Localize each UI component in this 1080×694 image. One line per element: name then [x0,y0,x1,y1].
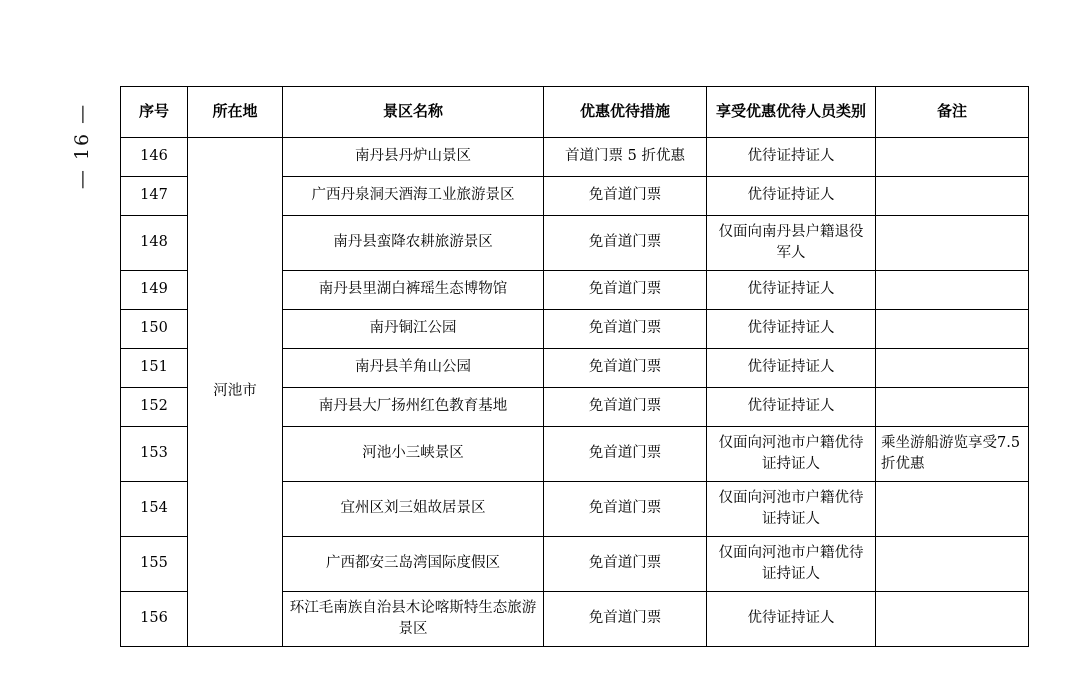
cell-remark [876,177,1029,216]
cell-scenic-name: 宜州区刘三姐故居景区 [283,482,544,537]
cell-index: 148 [121,216,188,271]
cell-category: 优待证持证人 [707,271,876,310]
cell-remark [876,592,1029,647]
cell-index: 149 [121,271,188,310]
cell-measure: 免首道门票 [544,349,707,388]
cell-index: 146 [121,138,188,177]
cell-remark [876,482,1029,537]
cell-index: 153 [121,427,188,482]
cell-scenic-name: 广西丹泉洞天酒海工业旅游景区 [283,177,544,216]
cell-index: 155 [121,537,188,592]
cell-category: 优待证持证人 [707,310,876,349]
cell-remark: 乘坐游船游览享受7.5 折优惠 [876,427,1029,482]
cell-remark [876,310,1029,349]
cell-remark [876,349,1029,388]
cell-measure: 免首道门票 [544,427,707,482]
cell-measure: 免首道门票 [544,310,707,349]
cell-measure: 免首道门票 [544,482,707,537]
cell-scenic-name: 南丹县丹炉山景区 [283,138,544,177]
cell-remark [876,216,1029,271]
cell-measure: 免首道门票 [544,592,707,647]
table-body [121,138,1029,647]
page-number-marker [62,86,102,206]
table-header [121,87,1029,138]
cell-remark [876,271,1029,310]
cell-category: 优待证持证人 [707,592,876,647]
column-header-index: 序号 [121,87,188,138]
cell-index: 150 [121,310,188,349]
cell-category: 仅面向河池市户籍优待证持证人 [707,482,876,537]
scenic-spot-discount-table [120,86,1029,647]
cell-index: 147 [121,177,188,216]
cell-scenic-name: 河池小三峡景区 [283,427,544,482]
column-header-category: 享受优惠优待人员类别 [707,87,876,138]
cell-category: 优待证持证人 [707,349,876,388]
cell-measure: 免首道门票 [544,537,707,592]
cell-measure: 首道门票 5 折优惠 [544,138,707,177]
cell-category: 优待证持证人 [707,138,876,177]
table-row [121,138,1029,177]
cell-index: 151 [121,349,188,388]
cell-location-group: 河池市 [188,138,283,647]
cell-category: 优待证持证人 [707,388,876,427]
column-header-remark: 备注 [876,87,1029,138]
cell-remark [876,388,1029,427]
table-header-row [121,87,1029,138]
cell-category: 仅面向河池市户籍优待证持证人 [707,537,876,592]
cell-scenic-name: 环江毛南族自治县木论喀斯特生态旅游景区 [283,592,544,647]
cell-measure: 免首道门票 [544,216,707,271]
cell-remark [876,537,1029,592]
cell-measure: 免首道门票 [544,271,707,310]
cell-measure: 免首道门票 [544,388,707,427]
cell-index: 156 [121,592,188,647]
cell-measure: 免首道门票 [544,177,707,216]
cell-scenic-name: 广西都安三岛湾国际度假区 [283,537,544,592]
column-header-measure: 优惠优待措施 [544,87,707,138]
cell-scenic-name: 南丹铜江公园 [283,310,544,349]
column-header-scenic-name: 景区名称 [283,87,544,138]
page-number-text: — 16 — [71,102,94,190]
cell-remark [876,138,1029,177]
cell-index: 154 [121,482,188,537]
column-header-location: 所在地 [188,87,283,138]
cell-category: 仅面向南丹县户籍退役军人 [707,216,876,271]
cell-index: 152 [121,388,188,427]
cell-scenic-name: 南丹县蛮降农耕旅游景区 [283,216,544,271]
cell-category: 优待证持证人 [707,177,876,216]
cell-scenic-name: 南丹县羊角山公园 [283,349,544,388]
cell-scenic-name: 南丹县里湖白裤瑶生态博物馆 [283,271,544,310]
cell-category: 仅面向河池市户籍优待证持证人 [707,427,876,482]
cell-scenic-name: 南丹县大厂扬州红色教育基地 [283,388,544,427]
